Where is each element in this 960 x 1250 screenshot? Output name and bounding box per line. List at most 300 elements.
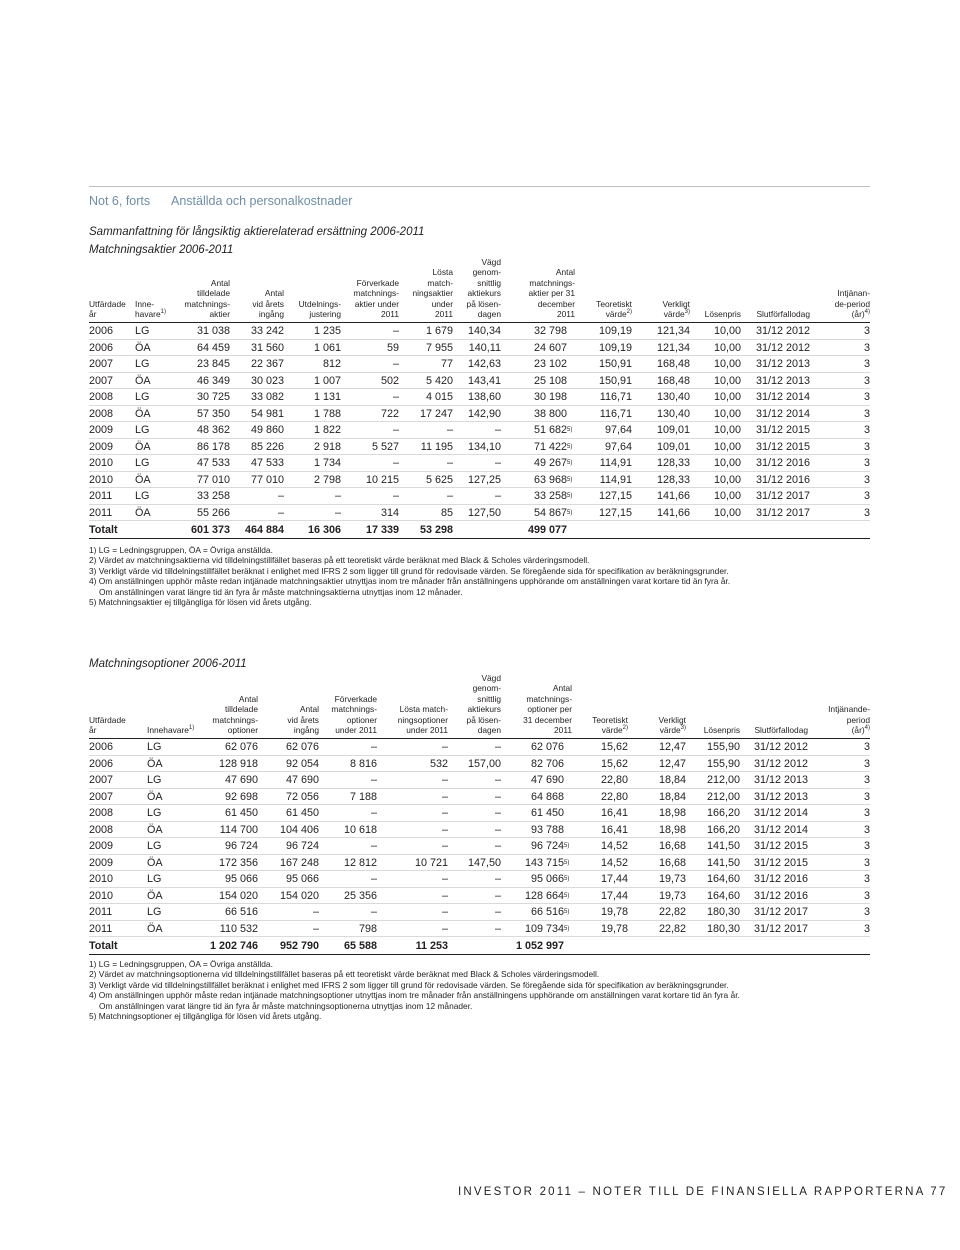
table-cell: 31 560 xyxy=(230,339,284,356)
table-row xyxy=(89,788,870,805)
header-text: Verkligt xyxy=(662,298,690,309)
table-cell: 11 195 xyxy=(399,438,453,455)
table-cell: LG xyxy=(147,871,202,888)
header-text: Verkligt xyxy=(658,714,687,725)
footnote-ref: 5) xyxy=(567,493,573,500)
table-cell: 8 816 xyxy=(319,755,377,772)
table1-title: Matchningsaktier 2006-2011 xyxy=(89,244,234,256)
table-cell: 2008 xyxy=(89,821,147,838)
table-cell: 10 215 xyxy=(341,471,399,488)
table-cell: 57 350 xyxy=(175,405,230,422)
table-cell: 62 076 xyxy=(258,739,319,756)
table-cell: 18,84 xyxy=(628,788,686,805)
table-cell: 116,71 xyxy=(575,389,632,406)
header-text: på lösen- xyxy=(466,714,501,725)
footnote: 2) Värdet av matchningsoptionerna vid tilldelningstillfället baseras på ett teoretiskt värde beräknat med Black & Scholes värderingsmodell. xyxy=(89,969,600,980)
total-cell: 464 884 xyxy=(230,521,284,539)
header-footnote-ref: 1) xyxy=(160,309,166,316)
header-text: värde xyxy=(659,725,681,736)
table-cell: 134,10 xyxy=(453,438,501,455)
header-text: Lösta xyxy=(432,267,453,278)
footnote-ref: 5) xyxy=(567,460,573,467)
table-cell: 1 788 xyxy=(284,405,341,422)
table-cell: 49 267 xyxy=(501,455,567,472)
table-cell: 7 188 xyxy=(319,788,377,805)
table-cell: 10,00 xyxy=(690,372,741,389)
table-cell: 141,50 xyxy=(686,854,740,871)
table-cell: 93 788 xyxy=(501,821,564,838)
header-text: 2011 xyxy=(380,309,399,320)
table-cell: 22 367 xyxy=(230,356,284,373)
table-cell: – xyxy=(319,805,377,822)
table-cell: 155,90 xyxy=(686,755,740,772)
footnote: 1) LG = Ledningsgruppen, ÖA = Övriga anställda. xyxy=(89,545,273,555)
table-cell: 1 235 xyxy=(284,323,341,340)
table-cell: – xyxy=(341,356,399,373)
table-cell: 2011 xyxy=(89,904,147,921)
header-text: Antal xyxy=(555,267,575,278)
footnote-ref: 5) xyxy=(564,876,570,883)
table-cell: 532 xyxy=(377,755,448,772)
table-cell: LG xyxy=(135,488,175,505)
table-cell: 138,60 xyxy=(453,389,501,406)
table-cell: 155,90 xyxy=(686,739,740,756)
table-cell: 2010 xyxy=(89,887,147,904)
note-number: Not 6, forts xyxy=(89,194,151,208)
table-cell: – xyxy=(319,904,377,921)
header-footnote-ref: 3) xyxy=(680,725,687,732)
header-text: optioner xyxy=(346,714,377,725)
column-header xyxy=(575,257,632,323)
table-cell: 31/12 2014 xyxy=(740,821,808,838)
table-cell: 212,00 xyxy=(686,772,740,789)
table-cell xyxy=(567,471,575,488)
section-header xyxy=(89,186,870,216)
header-text: Utfärdade xyxy=(89,298,126,309)
header-text: dagen xyxy=(477,309,501,320)
table-cell: 1 131 xyxy=(284,389,341,406)
table-cell: 3 xyxy=(808,904,870,921)
header-footnote-ref: 4) xyxy=(864,309,870,316)
table-cell: 22,82 xyxy=(628,904,686,921)
table-cell: 18,98 xyxy=(628,805,686,822)
table-cell: 31/12 2014 xyxy=(740,805,808,822)
table-cell: 47 533 xyxy=(175,455,230,472)
table-cell: – xyxy=(448,772,501,789)
table-cell: 109,01 xyxy=(632,422,690,439)
table-cell: 31/12 2012 xyxy=(741,323,810,340)
header-text: Förverkade xyxy=(334,693,377,704)
table-cell: – xyxy=(448,904,501,921)
total-row xyxy=(89,937,870,955)
table-cell: 3 xyxy=(808,838,870,855)
header-text: dagen xyxy=(477,725,501,736)
table-cell xyxy=(567,504,575,521)
table-cell: 10,00 xyxy=(690,323,741,340)
table-cell: – xyxy=(319,871,377,888)
table-cell: 2011 xyxy=(89,488,135,505)
table-cell: – xyxy=(341,323,399,340)
table-cell: 3 xyxy=(808,772,870,789)
table-row xyxy=(89,372,870,389)
header-text: Utdelnings- xyxy=(298,298,341,309)
column-header xyxy=(319,673,377,739)
table-cell: 212,00 xyxy=(686,788,740,805)
page-footer: INVESTOR 2011 – NOTER TILL DE FINANSIELLA RAPPORTERNA 77 xyxy=(458,1186,948,1198)
table-cell: – xyxy=(319,772,377,789)
footnote: 2) Värdet av matchningsaktierna vid tilldelningstillfället baseras på ett teoretiskt värde beräknat med Black & Scholes värderingsmodell. xyxy=(89,555,590,566)
table-cell xyxy=(564,920,572,937)
table-cell xyxy=(567,438,575,455)
table-cell: 96 724 xyxy=(202,838,258,855)
matchningsoptioner-table xyxy=(89,673,870,955)
header-footnote-ref: 2) xyxy=(622,725,629,732)
table-cell: 38 800 xyxy=(501,405,567,422)
table-cell: – xyxy=(377,821,448,838)
table-cell: 16,68 xyxy=(628,854,686,871)
table-cell: 2007 xyxy=(89,788,147,805)
table-cell: 1 061 xyxy=(284,339,341,356)
table-cell: 12,47 xyxy=(628,739,686,756)
table-row xyxy=(89,904,870,921)
header-text: Lösenpris xyxy=(704,309,741,320)
table-cell: 141,66 xyxy=(632,504,690,521)
header-text: Förverkade xyxy=(356,277,399,288)
table-cell: 31/12 2017 xyxy=(741,504,810,521)
column-header xyxy=(501,257,575,323)
column-header xyxy=(740,673,808,739)
table-cell: 31/12 2012 xyxy=(740,739,808,756)
table-cell: ÖA xyxy=(147,854,202,871)
table-cell: 31/12 2012 xyxy=(741,339,810,356)
table2-title: Matchningsoptioner 2006-2011 xyxy=(89,658,247,670)
table-cell: LG xyxy=(147,772,202,789)
total-cell: 17 339 xyxy=(341,521,399,539)
table-cell: – xyxy=(453,488,501,505)
table-cell: 49 860 xyxy=(230,422,284,439)
footnote-ref: 5) xyxy=(564,859,570,866)
total-cell: 1 052 997 xyxy=(501,937,564,955)
table-cell: 22,80 xyxy=(572,772,628,789)
footnote: 3) Verkligt värde vid tilldelningstillfället beräknat i enlighet med IFRS 2 som ligger till grund för redovisade värden. Se föregående sida för specifikation av beräkningsgrunder. xyxy=(89,979,729,990)
table-cell: 143,41 xyxy=(453,372,501,389)
table-cell xyxy=(564,805,572,822)
table-cell: 116,71 xyxy=(575,405,632,422)
table-cell: 16,68 xyxy=(628,838,686,855)
table-cell: 59 xyxy=(341,339,399,356)
column-header xyxy=(135,257,175,323)
column-header xyxy=(810,257,870,323)
header-text: ningsoptioner xyxy=(397,714,448,725)
table-cell: – xyxy=(284,488,341,505)
footnote: 4) Om anställningen upphör måste redan intjänade matchningsaktier utnyttjas inom tre månader från anställningens upphörande om anställningen varat kortare tid än fyra år. xyxy=(89,576,731,587)
header-text: matchnings- xyxy=(529,277,575,288)
table-cell: 77 xyxy=(399,356,453,373)
table-cell: 22,82 xyxy=(628,920,686,937)
table-cell: 10,00 xyxy=(690,339,741,356)
header-text: under 2011 xyxy=(335,725,377,736)
table-cell: LG xyxy=(135,323,175,340)
header-text: under xyxy=(431,298,453,309)
footnote-ref: 5) xyxy=(567,509,573,516)
header-text: värde xyxy=(605,309,627,320)
table-cell: 2009 xyxy=(89,854,147,871)
table-cell: – xyxy=(448,871,501,888)
table-cell: 47 690 xyxy=(258,772,319,789)
table-cell: ÖA xyxy=(135,471,175,488)
column-header xyxy=(377,673,448,739)
table-cell: – xyxy=(399,422,453,439)
table-cell: 140,11 xyxy=(453,339,501,356)
table-cell: 2007 xyxy=(89,772,147,789)
table-cell: 1 734 xyxy=(284,455,341,472)
table-cell: 62 076 xyxy=(202,739,258,756)
table-cell: 130,40 xyxy=(632,405,690,422)
header-text: Vägd xyxy=(481,673,501,683)
header-text: Teoretiskt xyxy=(592,714,629,725)
header-text: 2011 xyxy=(556,309,575,320)
table-cell: 121,34 xyxy=(632,339,690,356)
table-cell: 10,00 xyxy=(690,455,741,472)
column-header xyxy=(808,673,870,739)
table-cell xyxy=(564,854,572,871)
table-cell xyxy=(567,339,575,356)
header-text: Utfärdade xyxy=(89,714,126,725)
table-row xyxy=(89,405,870,422)
table-cell: 2009 xyxy=(89,838,147,855)
table-cell: 12 812 xyxy=(319,854,377,871)
table-cell: – xyxy=(399,455,453,472)
header-text: aktier xyxy=(209,309,230,320)
table-cell: 2011 xyxy=(89,920,147,937)
header-text: december xyxy=(537,298,575,309)
table-cell: – xyxy=(377,904,448,921)
table-cell: 3 xyxy=(808,871,870,888)
total-cell: 499 077 xyxy=(501,521,567,539)
table-cell: – xyxy=(377,772,448,789)
header-text: ingång xyxy=(258,309,284,320)
table-row xyxy=(89,821,870,838)
table-cell: – xyxy=(319,739,377,756)
table-cell: 140,34 xyxy=(453,323,501,340)
table-cell xyxy=(564,772,572,789)
table-cell: 31/12 2013 xyxy=(741,356,810,373)
table-cell: 77 010 xyxy=(230,471,284,488)
table-cell: 142,63 xyxy=(453,356,501,373)
table-cell: 127,50 xyxy=(453,504,501,521)
table-cell: 168,48 xyxy=(632,372,690,389)
table-cell: 109,19 xyxy=(575,323,632,340)
table-cell: 3 xyxy=(810,438,870,455)
table-cell: 166,20 xyxy=(686,805,740,822)
table-cell: 31/12 2013 xyxy=(741,372,810,389)
header-text: tilldelade xyxy=(196,288,230,299)
table2-footnotes xyxy=(89,959,879,1021)
header-text: aktier under xyxy=(354,298,399,309)
table-cell: 3 xyxy=(808,739,870,756)
table-cell: – xyxy=(448,887,501,904)
table-row xyxy=(89,455,870,472)
table-cell: – xyxy=(377,739,448,756)
table-cell: 3 xyxy=(810,372,870,389)
table-cell: 17,44 xyxy=(572,887,628,904)
column-header xyxy=(230,257,284,323)
table-cell: ÖA xyxy=(135,339,175,356)
header-text: Antal xyxy=(552,683,573,694)
column-header xyxy=(632,257,690,323)
table-cell: – xyxy=(341,455,399,472)
header-footnote-ref: 2) xyxy=(626,309,632,316)
table-cell: 12,47 xyxy=(628,755,686,772)
table-cell: 10,00 xyxy=(690,471,741,488)
table-cell xyxy=(567,455,575,472)
table-cell: 157,00 xyxy=(448,755,501,772)
header-footnote-ref: 1) xyxy=(188,725,195,732)
table-cell: 2006 xyxy=(89,739,147,756)
column-header xyxy=(448,673,501,739)
table-cell: 104 406 xyxy=(258,821,319,838)
table-cell: 92 054 xyxy=(258,755,319,772)
table-cell: 150,91 xyxy=(575,372,632,389)
table-cell: 1 679 xyxy=(399,323,453,340)
table-row xyxy=(89,488,870,505)
table-cell: 2006 xyxy=(89,323,135,340)
total-cell: 65 588 xyxy=(319,937,377,955)
table-cell: 3 xyxy=(810,422,870,439)
table-cell: 3 xyxy=(810,455,870,472)
table-cell: 164,60 xyxy=(686,871,740,888)
table-cell: – xyxy=(341,389,399,406)
table-cell: 7 955 xyxy=(399,339,453,356)
table-cell: 166,20 xyxy=(686,821,740,838)
footnote: 4) Om anställningen upphör måste redan intjänade matchningsoptioner utnyttjas inom tre månader från anställningens upphörande om anställningen varat kortare tid än fyra år. xyxy=(89,990,740,1001)
table-cell: 92 698 xyxy=(202,788,258,805)
table1-footnotes xyxy=(89,545,879,607)
table-cell: 31/12 2016 xyxy=(741,455,810,472)
table-cell: 31/12 2016 xyxy=(740,887,808,904)
header-text: 31 december xyxy=(523,714,573,725)
header-text: värde xyxy=(663,309,685,320)
table-cell: 48 362 xyxy=(175,422,230,439)
table-cell: – xyxy=(258,904,319,921)
table-cell: 3 xyxy=(808,788,870,805)
table-cell: 19,73 xyxy=(628,871,686,888)
table-cell: 47 690 xyxy=(202,772,258,789)
column-header xyxy=(501,673,572,739)
table-cell: 72 056 xyxy=(258,788,319,805)
total-cell: Totalt xyxy=(89,937,202,955)
header-text: justering xyxy=(309,309,341,320)
table-cell: 18,98 xyxy=(628,821,686,838)
table-row xyxy=(89,871,870,888)
table-cell: 3 xyxy=(810,471,870,488)
header-text: match- xyxy=(427,277,453,288)
table-cell: 10,00 xyxy=(690,356,741,373)
table-cell: LG xyxy=(147,739,202,756)
table-cell: 141,66 xyxy=(632,488,690,505)
table-cell: – xyxy=(377,788,448,805)
table-cell: 130,40 xyxy=(632,389,690,406)
table-cell: 16,41 xyxy=(572,821,628,838)
column-header xyxy=(147,673,202,739)
table-cell: 19,78 xyxy=(572,920,628,937)
footnote: Om anställningen varat längre tid än fyra år måste matchningsaktierna utnyttjas inom 12 månader. xyxy=(99,586,463,597)
table-cell: 17 247 xyxy=(399,405,453,422)
footnote: 5) Matchningsaktier ej tillgängliga för lösen vid årets utgång. xyxy=(89,597,312,608)
table-cell: 2007 xyxy=(89,372,135,389)
table-cell: ÖA xyxy=(147,920,202,937)
header-text: genom- xyxy=(472,683,501,694)
header-text: Inne- xyxy=(135,298,155,309)
table-cell: 31/12 2015 xyxy=(740,838,808,855)
table-cell: 10,00 xyxy=(690,488,741,505)
table-cell: 109,01 xyxy=(632,438,690,455)
table-cell: 798 xyxy=(319,920,377,937)
table-cell: 3 xyxy=(810,488,870,505)
table-row xyxy=(89,739,870,756)
table-cell: 22,80 xyxy=(572,788,628,805)
table-cell: 127,25 xyxy=(453,471,501,488)
header-text: period xyxy=(846,714,871,725)
table-cell: 18,84 xyxy=(628,772,686,789)
table-cell: 109,19 xyxy=(575,339,632,356)
table-cell: 31/12 2015 xyxy=(741,438,810,455)
table-cell: 25 108 xyxy=(501,372,567,389)
total-cell xyxy=(567,521,870,539)
table-cell: 114,91 xyxy=(575,471,632,488)
table-cell: 54 867 xyxy=(501,504,567,521)
table-cell: 31/12 2014 xyxy=(741,389,810,406)
header-text: snittlig xyxy=(477,277,501,288)
table-cell: 114,91 xyxy=(575,455,632,472)
table-cell: 164,60 xyxy=(686,887,740,904)
header-text: vid årets xyxy=(252,298,284,309)
header-text: Teoretiskt xyxy=(596,298,632,309)
table-cell: 31/12 2015 xyxy=(740,854,808,871)
summary-title: Sammanfattning för långsiktig aktierelaterad ersättning 2006-2011 xyxy=(89,226,425,238)
table-cell xyxy=(567,405,575,422)
header-text: år xyxy=(89,309,97,320)
header-text: ningsaktier xyxy=(412,288,453,299)
table-cell: 31/12 2013 xyxy=(740,788,808,805)
table-cell: 64 868 xyxy=(501,788,564,805)
table-cell: 4 015 xyxy=(399,389,453,406)
table-row xyxy=(89,838,870,855)
table-cell: 19,78 xyxy=(572,904,628,921)
footnote-ref: 5) xyxy=(564,892,570,899)
table-cell: 33 258 xyxy=(501,488,567,505)
table-cell xyxy=(564,788,572,805)
table-cell: 5 420 xyxy=(399,372,453,389)
table-cell: 10,00 xyxy=(690,438,741,455)
table-cell: 2010 xyxy=(89,471,135,488)
header-text: (år) xyxy=(851,725,865,736)
table-cell xyxy=(567,372,575,389)
table-cell: 5 527 xyxy=(341,438,399,455)
table-cell: 31/12 2016 xyxy=(741,471,810,488)
table-cell: – xyxy=(377,887,448,904)
column-header xyxy=(89,257,135,323)
table-cell: 47 533 xyxy=(230,455,284,472)
header-text: Intjänan- xyxy=(837,288,870,299)
table-cell: 25 356 xyxy=(319,887,377,904)
table-cell: – xyxy=(399,488,453,505)
header-text: (år) xyxy=(851,309,865,320)
table-cell: 30 725 xyxy=(175,389,230,406)
header-text: Lösenpris xyxy=(703,725,741,736)
header-text: värde xyxy=(601,725,623,736)
table-cell: 3 xyxy=(808,920,870,937)
